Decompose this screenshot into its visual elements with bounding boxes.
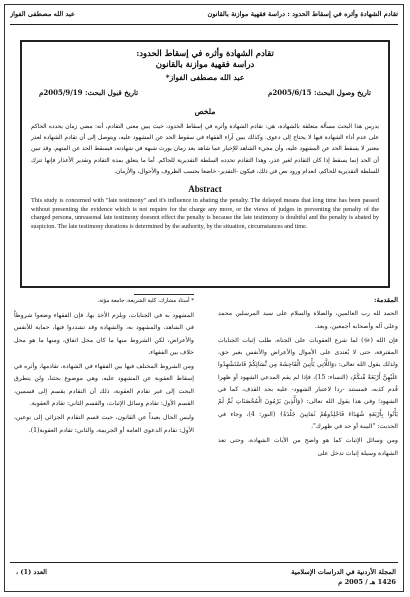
english-abstract-text: This study is concerned with "late testimony" and it's influence in abating the penalty. The delayed means that long time has been passed without presenting the evidence which is not require for the charge any more, or the views of judges in preventing the penalty of the charged persona, unreasonal late testimony doesnot effect the penalty is because the late testimony is doubtful and the penalty is abated by suspicion. The late testimony durations is determined by the authority, by the situation, circumstances and time. [31,197,379,230]
arabic-abstract-heading: ملخص [194,107,216,116]
arabic-abstract-text: يدرس هذا البحث مسألة متعلقة بالشهادة، هي: تقادم الشهادة وأثره في إسقاط الحدود، حيث يبين معنى التقادم، أنه: مضي زمان يحدده الحاكم على عدم أداء الشهادة فيها لا يحتاج إلى دعوى. وكذلك يبين آراء الفقهاء في سقوط الحد عن المشهود عليه، ويتوصل إلى أن تقادم الشهادة لعذر معتبر لا يسقط الحد عن المشهود عليه، وأن مجيء الشاهد للإخبار عما شاهد بعد زمان يورث شبهة في شهادته، فيسقط الحد عن المتهم. وقد تبين أن الحد إنما يسقط إذا كان التقادم لغير عذر، وهذا التقادم تحدده السلطة التقديرية للحاكم. أما ما يتعلق بمدة التقادم وتقدير الأعذار فإنها تترك للسلطة التقديرية للحاكم، انعدام ورود نص في ذلك، فيكون -التقدير- خاضعا بحسب الظروف والأحوال، والأزمان. [31,124,379,175]
english-abstract-heading: Abstract [188,184,222,195]
body-paragraph: وليس الحال بعيداً عن القانون، حيث قسم التقادم الجزائي إلى نوعين، الأول: تقادم الدعوى العامة أو الجريمة، والثاني: تقادم العقوبة(1). [14,414,194,434]
article-author: عبد الله مصطفى الفواز* [165,73,245,82]
body-paragraph: فإن الله (ﷻ) لما شرع العقوبات على الجناة، طلب إثبات الجنايات المقترفة، حتى لا يُعتدى على الأموال والأعراض والأنفس بغير حق، ولذلك يقول الله تعالى: ﴿وَاللَّاتِي يَأْتِينَ الْفَاحِشَةَ مِن نِّسَائِكُمْ فَاسْتَشْهِدُوا عَلَيْهِنَّ أَرْبَعَةً مِّنكُمْ﴾ (النساء: 15)، فإذا لم يقم المدعي الشهود أو ظهرا قُدم كذبه، فمستند -ردا لاعتبار الشهود- عليه بحد القذف، كما في الشهود؛ وفي هذا يقول الله تعالى: ﴿وَالَّذِينَ يَرْمُونَ الْمُحْصَنَاتِ ثُمَّ لَمْ يَأْتُوا بِأَرْبَعَةِ شُهَدَاءَ فَاجْلِدُوهُمْ ثَمَانِينَ جَلْدَةً﴾ (النور: 4)، وجاء في الحديث: "البينة أو حد في ظهرك". [218,336,398,430]
running-title: تقادم الشهادة وأثره في إسقاط الحدود : دراسة فقهية موازنة بالقانون [207,10,398,18]
accepted-date-group [39,88,138,97]
body-column-left [14,294,194,556]
received-date-group [268,88,371,97]
footer-journal [266,567,396,587]
article-dates [31,88,379,97]
title-abstract-box [20,40,390,288]
running-header [10,6,398,25]
body-column-right [218,294,398,556]
body-paragraph: ومن الشروط المختلف فيها بين الفقهاء في الشهادة، تقادمها، وأثره في إسقاط العقوبة عن المشهود عليه، وهي موضوع بحثنا، ولن يتطرق البحث إلى غير تقادم العقوبة، ذلك أن التقادم يقسم إلى قسمين، القسم الأول: تقادم وسائل الإثبات، والقسم الثاني: تقادم العقوبة. [14,363,194,408]
received-date: 2005/6/15م [268,88,312,97]
body-paragraph: الحمد لله رب العالمين، والصلاة والسلام على سيد المرسلين محمد وعلى آله وأصحابه أجمعين، وبعد. [218,310,398,330]
body-paragraph: ومن وسائل الإثبات كما هو واضح من الآيات الشهادة، وحتى تعد الشهادة وسيلة إثبات تدخل على [218,437,398,457]
article-title-line2: دراسة فقهية موازنة بالقانون [155,59,255,69]
author-footnote: * أستاذ مشارك، كلية الشريعة، جامعة مؤتة. [97,298,194,304]
page-footer [10,562,398,589]
footnote-rule [134,294,194,295]
body-paragraph: المشهود به في الجنايات، ويلزم الأخذ بها، فإن الفقهاء وضعوا شروطاً في الشاهد، والمشهود به، والشهادة وقد تشددوا فيها، حماية للأنفس والأعراض، لكن الشروط منها ما كان محل اتفاق، ومنها ما هو محل خلاف بين الفقهاء. [14,312,194,356]
accepted-label: تاريخ قبول البحث: [85,88,139,97]
introduction-heading: المقدمة: [374,296,398,304]
accepted-date: 2005/9/19م [39,88,83,97]
article-title-line1: تقادم الشهادة وأثره في إسقاط الحدود: [136,48,274,58]
received-label: تاريخ وصول البحث: [314,88,371,97]
journal-name: المجلة الأردنية في الدراسات الإسلامية [291,568,396,576]
footer-issue: العدد (1) ، [16,568,47,576]
running-author: عبد الله مصطفى الفواز [10,10,75,18]
footer-year: 1426 هـ / 2005 م [338,578,396,586]
